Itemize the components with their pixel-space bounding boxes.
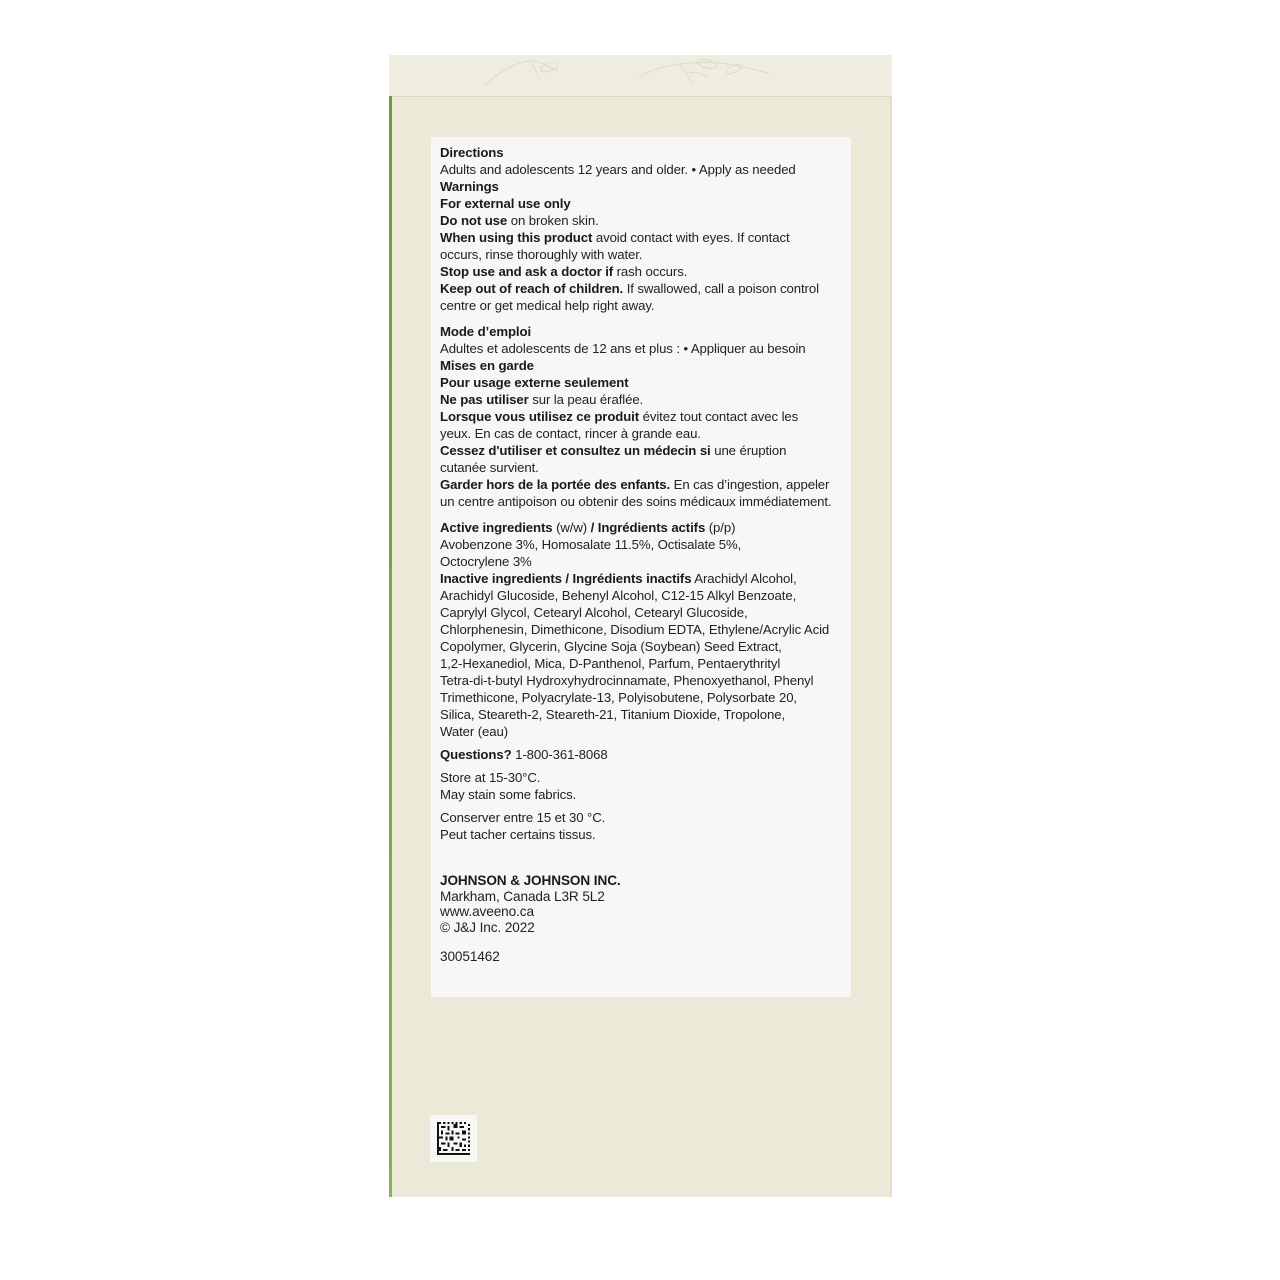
fr-stop-use: Cessez d'utiliser et consultez un médecin si une éruption <box>440 443 787 458</box>
plant-sketch-icon <box>389 55 892 96</box>
copyright: © J&J Inc. 2022 <box>440 919 535 935</box>
inactive-ingredients-line: 1,2-Hexanediol, Mica, D-Panthenol, Parfum, Pentaerythrityl <box>440 656 781 671</box>
box-top-flap <box>389 55 892 97</box>
fr-stop-use-cont: cutanée survient. <box>440 460 539 475</box>
inactive-ingredients-line: Silica, Steareth-2, Steareth-21, Titanium Dioxide, Tropolone, <box>440 707 786 722</box>
external-use: For external use only <box>440 196 571 211</box>
active-ingredients-line: Octocrylene 3% <box>440 554 532 569</box>
inactive-ingredients-line: Tetra-di-t-butyl Hydroxyhydrocinnamate, Phenoxyethanol, Phenyl <box>440 673 814 688</box>
storage-en: Store at 15-30°C. <box>440 770 541 785</box>
fr-keep-out: Garder hors de la portée des enfants. En cas d’ingestion, appeler <box>440 477 830 492</box>
warnings-heading: Warnings <box>440 179 499 194</box>
fr-directions-heading: Mode d’emploi <box>440 324 532 339</box>
inactive-ingredients: Inactive ingredients / Ingrédients inactifs Arachidyl Alcohol, <box>440 571 797 586</box>
inactive-ingredients-line: Arachidyl Glucoside, Behenyl Alcohol, C12-15 Alkyl Benzoate, <box>440 588 797 603</box>
fr-directions-text: Adultes et adolescents de 12 ans et plus : • Appliquer au besoin <box>440 341 806 356</box>
datamatrix-code-icon <box>430 1115 477 1162</box>
inactive-ingredients-line: Chlorphenesin, Dimethicone, Disodium EDTA, Ethylene/Acrylic Acid <box>440 622 830 637</box>
active-ingredients-line: Avobenzone 3%, Homosalate 11.5%, Octisalate 5%, <box>440 537 742 552</box>
inactive-ingredients-line: Copolymer, Glycerin, Glycine Soja (Soybean) Seed Extract, <box>440 639 782 654</box>
stain-en: May stain some fabrics. <box>440 787 577 802</box>
company-address: Markham, Canada L3R 5L2 <box>440 888 605 904</box>
fr-when-using: Lorsque vous utilisez ce produit évitez tout contact avec les <box>440 409 799 424</box>
product-code: 30051462 <box>440 949 500 964</box>
stain-fr: Peut tacher certains tissus. <box>440 827 596 842</box>
fr-keep-out-cont: un centre antipoison ou obtenir des soins médicaux immédiatement. <box>440 494 832 509</box>
do-not-use: Do not use on broken skin. <box>440 213 599 228</box>
fr-do-not-use: Ne pas utiliser sur la peau éraflée. <box>440 392 644 407</box>
questions-line: Questions? 1-800-361-8068 <box>440 747 608 762</box>
directions-heading: Directions <box>440 145 504 160</box>
directions-text: Adults and adolescents 12 years and older. • Apply as needed <box>440 162 796 177</box>
company-website: www.aveeno.ca <box>440 904 534 919</box>
inactive-ingredients-line: Caprylyl Glycol, Cetearyl Alcohol, Cetearyl Glucoside, <box>440 605 748 620</box>
box-side-edge <box>389 96 392 1197</box>
stop-use: Stop use and ask a doctor if rash occurs. <box>440 264 688 279</box>
inactive-ingredients-line: Water (eau) <box>440 724 509 739</box>
company-name: JOHNSON & JOHNSON INC. <box>440 873 621 888</box>
fr-external-use: Pour usage externe seulement <box>440 375 629 390</box>
active-ingredients-heading: Active ingredients (w/w) / Ingrédients actifs (p/p) <box>440 520 736 535</box>
inactive-ingredients-line: Trimethicone, Polyacrylate-13, Polyisobutene, Polysorbate 20, <box>440 690 797 705</box>
label-text <box>440 144 846 965</box>
fr-when-using-cont: yeux. En cas de contact, rincer à grande eau. <box>440 426 701 441</box>
storage-fr: Conserver entre 15 et 30 °C. <box>440 810 606 825</box>
keep-out: Keep out of reach of children. If swallowed, call a poison control <box>440 281 819 296</box>
when-using-cont: occurs, rinse thoroughly with water. <box>440 247 643 262</box>
when-using: When using this product avoid contact with eyes. If contact <box>440 230 790 245</box>
fr-warnings-heading: Mises en garde <box>440 358 534 373</box>
keep-out-cont: centre or get medical help right away. <box>440 298 655 313</box>
box-right-edge <box>890 96 892 1197</box>
